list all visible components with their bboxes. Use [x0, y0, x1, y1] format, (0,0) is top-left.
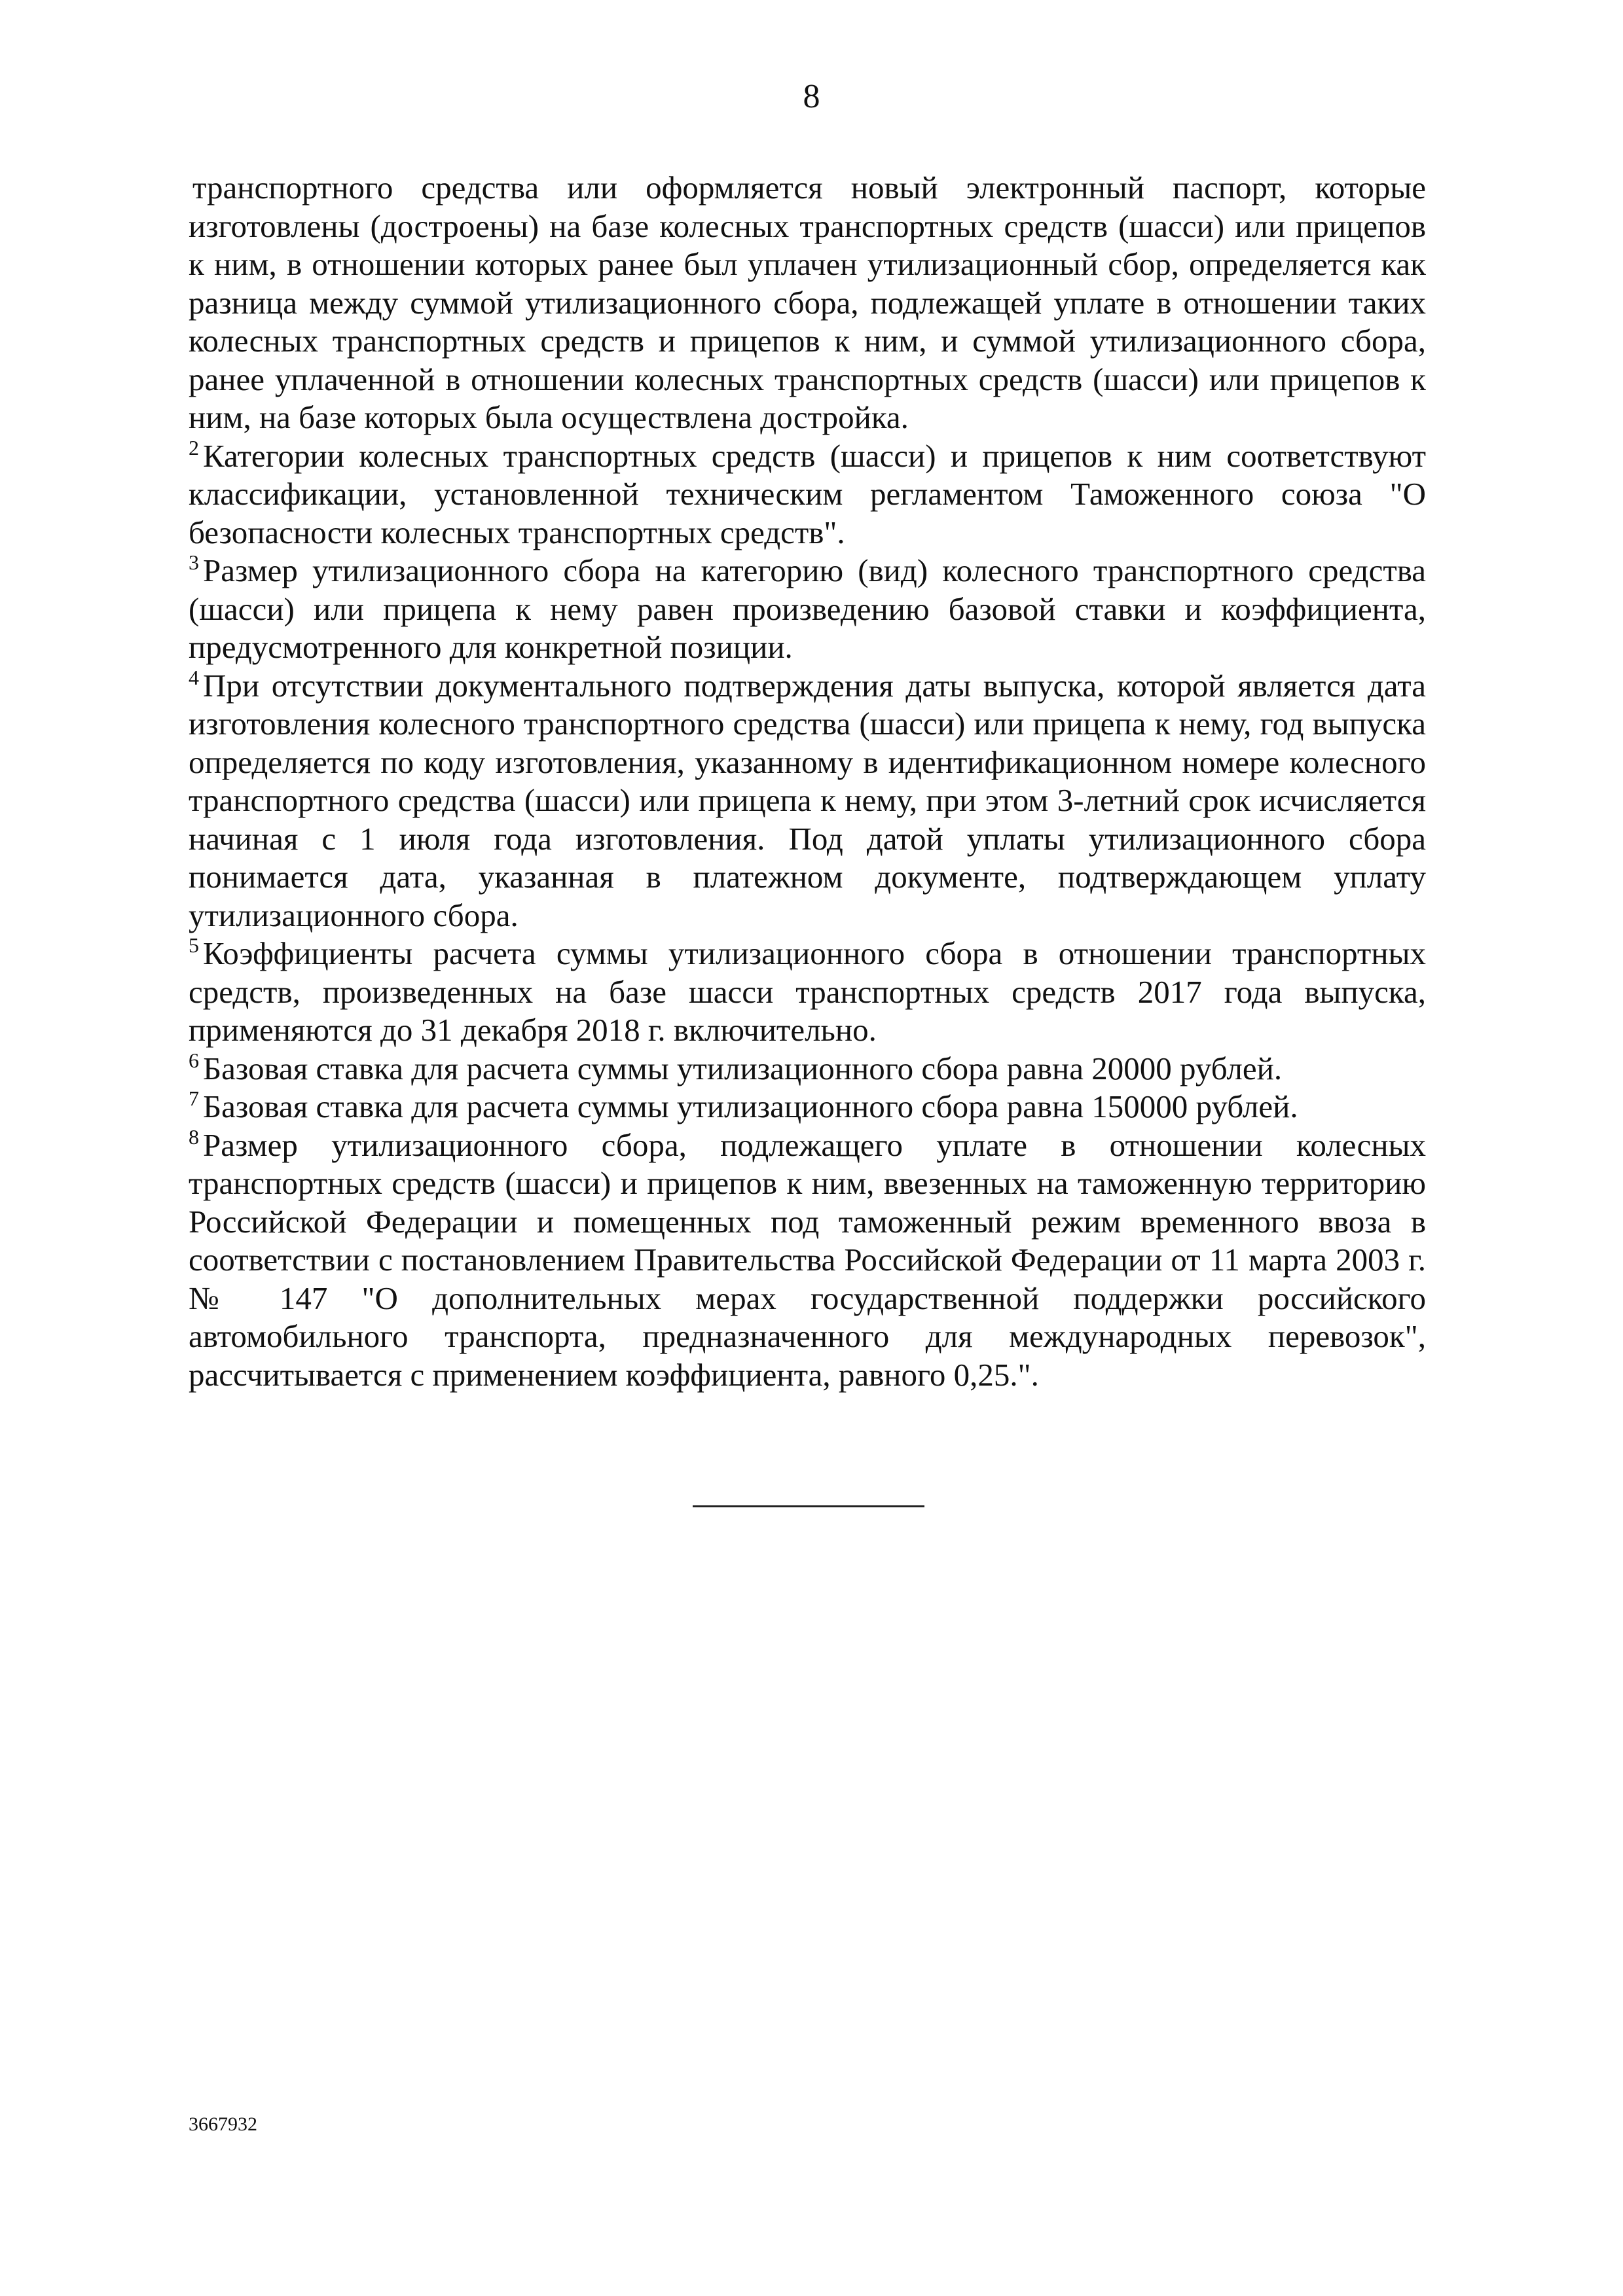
footnote-mark: 8 — [189, 1124, 199, 1149]
footnote-mark: 4 — [189, 665, 199, 689]
footnote-text: Базовая ставка для расчета суммы утилизационного сбора равна 150000 рублей. — [203, 1088, 1298, 1124]
paragraph-continuation — [189, 169, 1426, 437]
page-number: 8 — [803, 78, 820, 115]
footnote-5 — [189, 935, 1426, 1050]
footnote-text: Категории колесных транспортных средств (шасси) и прицепов к ним соответствуют классификации, установленной техническим регламентом Таможенного союза "О безопасности колесных транспортных средств". — [189, 437, 1426, 550]
footnote-8 — [189, 1126, 1426, 1395]
footnotes-body — [189, 169, 1426, 1394]
footnote-6 — [189, 1050, 1426, 1088]
end-separator-line — [693, 1505, 924, 1507]
footnote-mark: 2 — [189, 435, 199, 459]
footnote-mark: 6 — [189, 1048, 199, 1072]
footnote-text: Размер утилизационного сбора, подлежащего уплате в отношении колесных транспортных средств (шасси) и прицепов к ним, ввезенных на таможенную территорию Российской Федерации и помещенных под таможенный режим временного ввоза в соответствии с постановлением Правительства Российской Федерации от 11 марта 2003 г. № 147 "О дополнительных мерах государственной поддержки российского автомобильного транспорта, предназначенного для международных перевозок", рассчитывается с применением коэффициента, равного 0,25.". — [189, 1126, 1426, 1393]
footnote-text: Размер утилизационного сбора на категорию (вид) колесного транспортного средства (шасси) или прицепа к нему равен произведению базовой ставки и коэффициента, предусмотренного для конкретной позиции. — [189, 552, 1426, 665]
paragraph-text: транспортного средства или оформляется новый электронный паспорт, которые изготовлены (достроены) на базе колесных транспортных средств (шасси) или прицепов к ним, в отношении которых ранее был уплачен утилизационный сбор, определяется как разница между суммой утилизационного сбора, подлежащей уплате в отношении таких колесных транспортных средств и прицепов к ним, и суммой утилизационного сбора, ранее уплаченной в отношении колесных транспортных средств (шасси) или прицепов к ним, на базе которых была осуществлена достройка. — [189, 170, 1426, 435]
footnote-2 — [189, 437, 1426, 552]
footnote-text: Базовая ставка для расчета суммы утилизационного сбора равна 20000 рублей. — [203, 1050, 1283, 1086]
footnote-mark: 5 — [189, 933, 199, 957]
footnote-7 — [189, 1088, 1426, 1126]
footnote-3 — [189, 552, 1426, 667]
document-code: 3667932 — [189, 2113, 257, 2135]
footnote-text: Коэффициенты расчета суммы утилизационного сбора в отношении транспортных средств, произведенных на базе шасси транспортных средств 2017 года выпуска, применяются до 31 декабря 2018 г. включительно. — [189, 935, 1426, 1048]
footnote-mark: 7 — [189, 1086, 199, 1110]
footnote-mark: 3 — [189, 550, 199, 574]
footnote-4 — [189, 667, 1426, 935]
footnote-text: При отсутствии документального подтверждения даты выпуска, которой является дата изготовления колесного транспортного средства (шасси) или прицепа к нему, год выпуска определяется по коду изготовления, указанному в идентификационном номере колесного транспортного средства (шасси) или прицепа к нему, при этом 3-летний срок исчисляется начиная с 1 июля года изготовления. Под датой уплаты утилизационного сбора понимается дата, указанная в платежном документе, подтверждающем уплату утилизационного сбора. — [189, 667, 1426, 933]
